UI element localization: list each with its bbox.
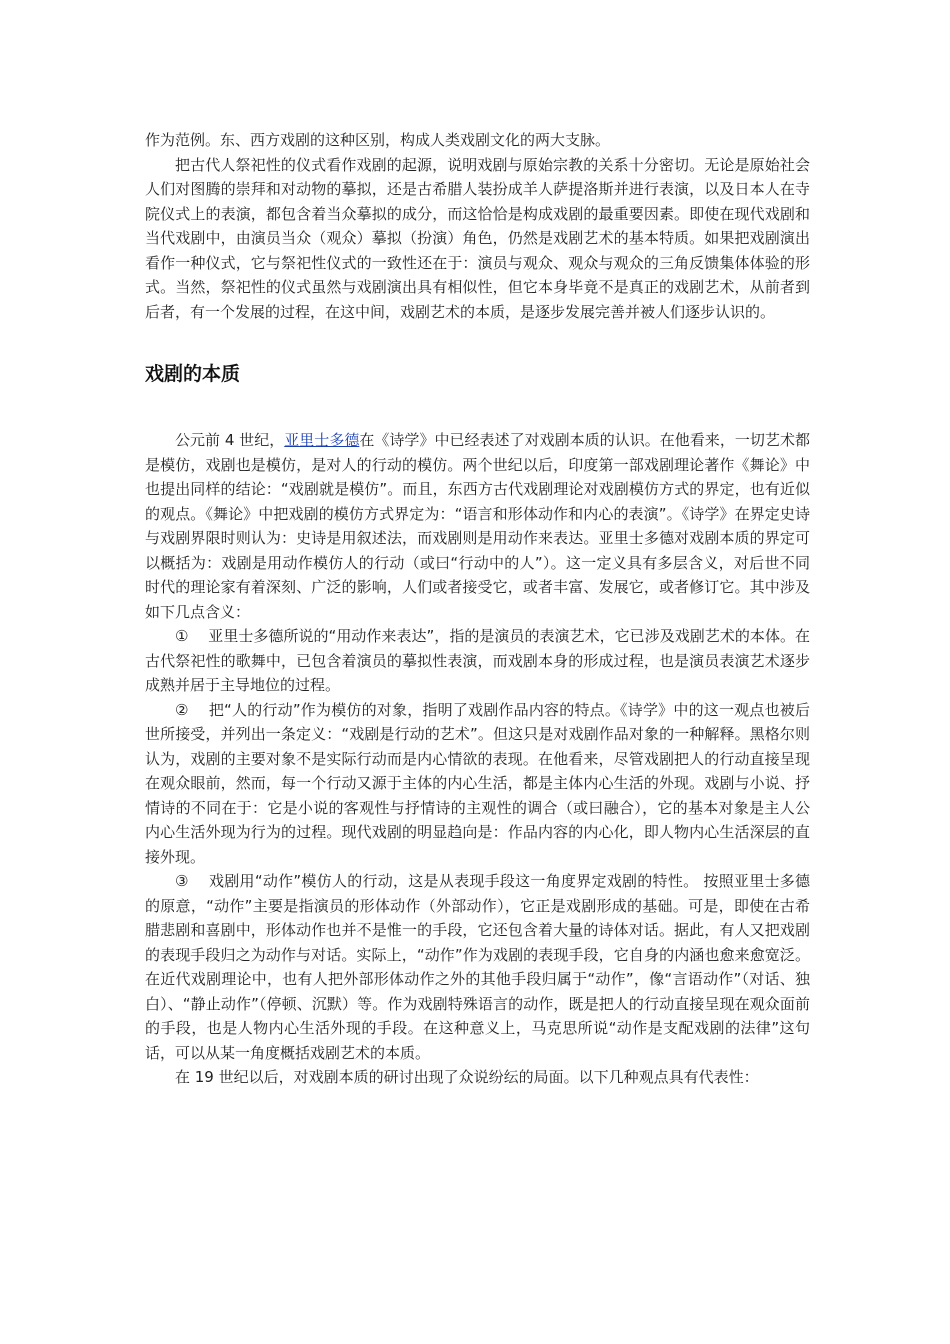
aristotle-link[interactable]: 亚里士多德 (284, 431, 360, 449)
list-item-3: ③ 戏剧用“动作”模仿人的行动，这是从表现手段这一角度界定戏剧的特性。 按照亚里士多德的原意，“动作”主要是指演员的形体动作（外部动作），它正是戏剧形成的基础。可是，即使在古希腊悲剧和喜剧中，形体动作也并不是惟一的手段，它还包含着大量的诗体对话。据此，有人又把戏剧的表现手段归之为动作与对话。实际上，“动作”作为戏剧的表现手段，它自身的内涵也愈来愈宽泛。在近代戏剧理论中，也有人把外部形体动作之外的其他手段归属于“动作”，像“言语动作”（对话、独白）、“静止动作”（停顿、沉默）等。作为戏剧特殊语言的动作，既是把人的行动直接呈现在观众面前的手段，也是人物内心生活外现的手段。在这种意义上，马克思所说“动作是支配戏剧的法律”这句话，可以从某一角度概括戏剧艺术的本质。 (145, 872, 810, 1062)
paragraph-text: 在《诗学》中已经表述了对戏剧本质的认识。在他看来，一切艺术都是模仿，戏剧也是模仿，是对人的行动的模仿。两个世纪以后，印度第一部戏剧理论著作《舞论》中也提出同样的结论：“戏剧就是模仿”。而且，东西方古代戏剧理论对戏剧模仿方式的界定，也有近似的观点。《舞论》中把戏剧的模仿方式界定为：“语言和形体动作和内心的表演”。《诗学》在界定史诗与戏剧界限时则认为：史诗是用叙述法，而戏剧则是用动作来表达。亚里士多德对戏剧本质的界定可以概括为：戏剧是用动作模仿人的行动（或曰“行动中的人”）。这一定义具有多层含义，对后世不同时代的理论家有着深刻、广泛的影响，人们或者接受它，或者丰富、发展它，或者修订它。其中涉及如下几点含义： (145, 431, 810, 621)
section-title: 戏剧的本质 (145, 363, 241, 385)
section-paragraph-1 (145, 428, 810, 624)
section-paragraph-last: 在 19 世纪以后，对戏剧本质的研讨出现了众说纷纭的局面。以下几种观点具有代表性： (175, 1068, 759, 1086)
intro-paragraph-2: 把古代人祭祀性的仪式看作戏剧的起源，说明戏剧与原始宗教的关系十分密切。无论是原始社会人们对图腾的崇拜和对动物的摹拟，还是古希腊人装扮成羊人萨提洛斯并进行表演，以及日本人在寺院仪式上的表演，都包含着当众摹拟的成分，而这恰恰是构成戏剧的最重要因素。即使在现代戏剧和当代戏剧中，由演员当众（观众）摹拟（扮演）角色，仍然是戏剧艺术的基本特质。如果把戏剧演出看作一种仪式，它与祭祀性仪式的一致性还在于：演员与观众、观众与观众的三角反馈集体体验的形式。当然，祭祀性的仪式虽然与戏剧演出具有相似性，但它本身毕竟不是真正的戏剧艺术，从前者到后者，有一个发展的过程，在这中间，戏剧艺术的本质，是逐步发展完善并被人们逐步认识的。 (145, 155, 810, 321)
list-item-2: ② 把“人的行动”作为模仿的对象，指明了戏剧作品内容的特点。《诗学》中的这一观点也被后世所接受，并列出一条定义：“戏剧是行动的艺术”。但这只是对戏剧作品对象的一种解释。黑格尔则认为，戏剧的主要对象不是实际行动而是内心情欲的表现。在他看来，尽管戏剧把人的行动直接呈现在观众眼前，然而，每一个行动又源于主体的内心生活，都是主体内心生活的外现。戏剧与小说、抒情诗的不同在于：它是小说的客观性与抒情诗的主观性的调合（或曰融合），它的基本对象是主人公内心生活外现为行为的过程。现代戏剧的明显趋向是：作品内容的内心化，即人物内心生活深层的直接外现。 (145, 700, 810, 866)
document-page (145, 128, 810, 1090)
list-item-1: ① 亚里士多德所说的“用动作来表达”，指的是演员的表演艺术，它已涉及戏剧艺术的本体。在古代祭祀性的歌舞中，已包含着演员的摹拟性表演，而戏剧本身的形成过程，也是演员表演艺术逐步成熟并居于主导地位的过程。 (145, 627, 810, 694)
intro-paragraph-1: 作为范例。东、西方戏剧的这种区别，构成人类戏剧文化的两大支脉。 (145, 131, 611, 149)
paragraph-text: 公元前 4 世纪， (175, 431, 285, 449)
